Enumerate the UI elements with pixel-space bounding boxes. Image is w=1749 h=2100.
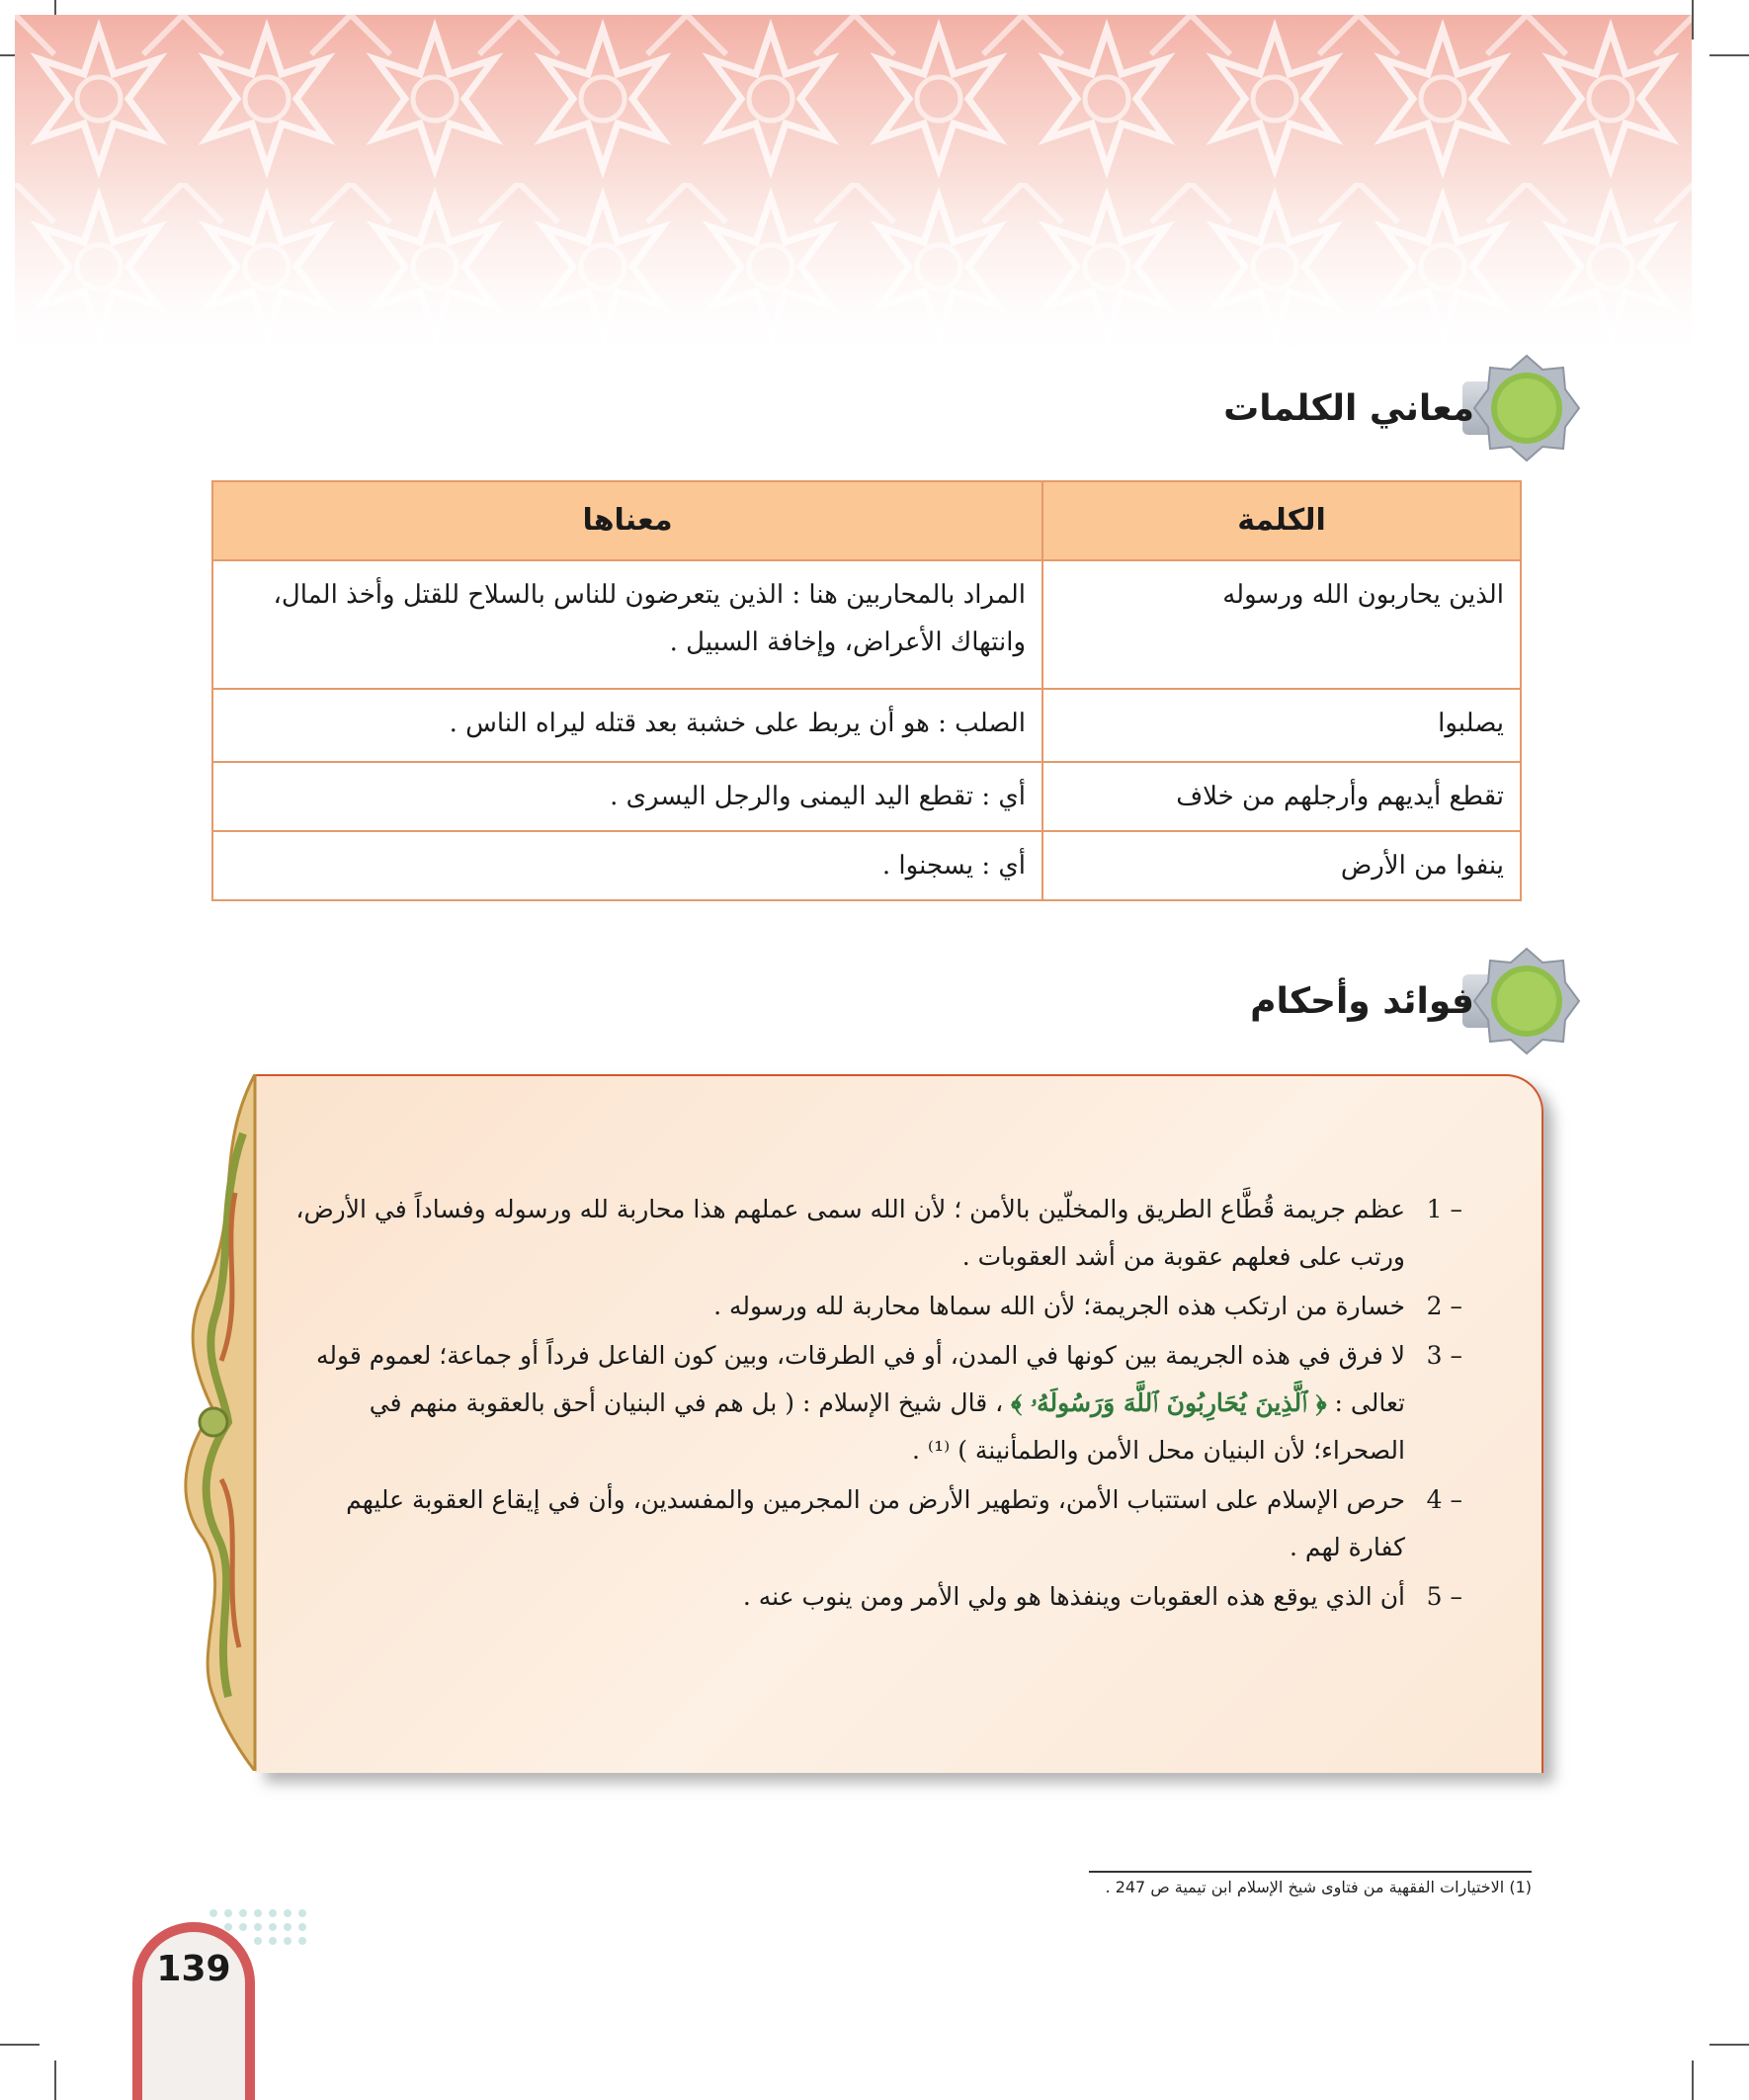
octagon-badge-icon	[1472, 354, 1581, 462]
footnote: (1) الاختيارات الفقهية من فتاوى شيخ الإسلام ابن تيمية ص 247 .	[1105, 1878, 1532, 1896]
item-number: 5 –	[1426, 1582, 1462, 1611]
page-number: 139	[156, 1949, 231, 1989]
word-cell: الذين يحاربون الله ورسوله	[1042, 560, 1521, 689]
meaning-cell: أي : تقطع اليد اليمنى والرجل اليسرى .	[212, 762, 1042, 831]
star-pattern-icon	[15, 15, 1692, 366]
item-text: خسارة من ارتكب هذه الجريمة؛ لأن الله سماها محاربة لله ورسوله .	[713, 1292, 1405, 1320]
crop-mark	[0, 2044, 40, 2046]
item-number: 1 –	[1426, 1195, 1462, 1223]
octagon-badge-icon	[1472, 947, 1581, 1055]
quran-verse: ﴿ ٱلَّذِينَ يُحَارِبُونَ ٱللَّهَ وَرَسُولَهُۥ ﴾	[1011, 1388, 1327, 1417]
section-heading-vocab	[1087, 354, 1581, 462]
list-item	[287, 1186, 1462, 1281]
list-item	[287, 1283, 1462, 1330]
crop-mark	[1692, 2060, 1694, 2100]
crop-mark	[1692, 0, 1694, 40]
item-text: أن الذي يوقع هذه العقوبات وينفذها هو ولي الأمر ومن ينوب عنه .	[742, 1582, 1405, 1611]
section-heading-benefits	[1087, 947, 1581, 1055]
header-pattern-banner	[15, 15, 1692, 366]
item-number: 4 –	[1426, 1485, 1462, 1514]
table-row	[212, 560, 1521, 689]
benefits-list	[287, 1186, 1462, 1623]
table-row	[212, 689, 1521, 762]
table-row	[212, 831, 1521, 900]
item-text: حرص الإسلام على استتباب الأمن، وتطهير الأرض من المجرمين والمفسدين، وأن في إيقاع العقوبة عليهم كفارة لهم .	[346, 1485, 1405, 1561]
item-number: 3 –	[1426, 1341, 1462, 1370]
word-cell: ينفوا من الأرض	[1042, 831, 1521, 900]
vocab-section-title: معاني الكلمات	[1223, 387, 1474, 429]
item-text-after: ، قال شيخ الإسلام : ( بل هم في البنيان أحق بالعقوبة منهم في الصحراء؛ لأن البنيان محل الأمن والطمأنينة ) ⁽¹⁾ .	[369, 1388, 1405, 1465]
list-item	[287, 1573, 1462, 1621]
table-header-row	[212, 481, 1521, 560]
word-cell: تقطع أيديهم وأرجلهم من خلاف	[1042, 762, 1521, 831]
item-number: 2 –	[1426, 1292, 1462, 1320]
crop-mark	[54, 2060, 56, 2100]
meaning-cell: الصلب : هو أن يربط على خشبة بعد قتله ليراه الناس .	[212, 689, 1042, 762]
footnote-rule	[1089, 1871, 1532, 1873]
benefits-section-title: فوائد وأحكام	[1250, 980, 1474, 1022]
meaning-cell: المراد بالمحاربين هنا : الذين يتعرضون للناس بالسلاح للقتل وأخذ المال، وانتهاك الأعراض، وإخافة السبيل .	[212, 560, 1042, 689]
word-cell: يصلبوا	[1042, 689, 1521, 762]
item-text-before: لا فرق في هذه الجريمة بين كونها في المدن، أو في الطرقات، وبين كون الفاعل فرداً أو جماعة؛ لعموم قوله تعالى :	[315, 1341, 1405, 1417]
header-word: الكلمة	[1042, 481, 1521, 560]
list-item	[287, 1476, 1462, 1571]
meaning-cell: أي : يسجنوا .	[212, 831, 1042, 900]
crop-mark	[1709, 2044, 1749, 2046]
crop-mark	[1709, 54, 1749, 56]
table-row	[212, 762, 1521, 831]
header-meaning: معناها	[212, 481, 1042, 560]
floral-border-icon	[174, 1074, 263, 1771]
vocab-table	[211, 480, 1522, 901]
list-item	[287, 1332, 1462, 1474]
item-text: عظم جريمة قُطَّاع الطريق والمخلّين بالأمن ؛ لأن الله سمى عملهم هذا محاربة لله ورسوله وفساداً في الأرض، ورتب على فعلهم عقوبة من أشد العقوبات .	[295, 1195, 1405, 1271]
